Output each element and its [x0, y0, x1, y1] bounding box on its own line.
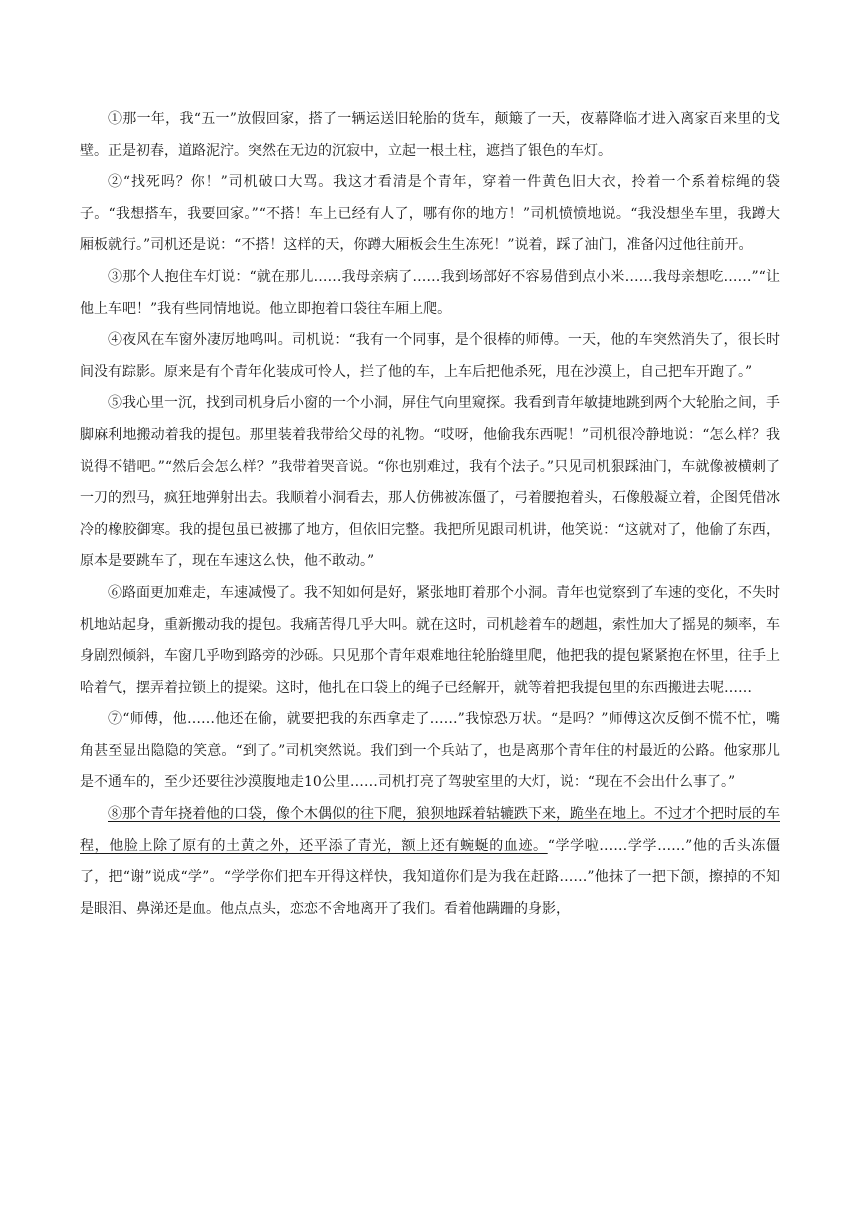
paragraph-4-text: ④夜风在车窗外凄厉地鸣叫。司机说：“我有一个同事，是个很棒的师傅。一天，他的车突然消失了，很长时间没有踪影。原来是有个青年化装成可怜人，拦了他的车，上车后把他杀死，甩在沙漠上，自己把车开跑了。” [80, 332, 780, 380]
paragraph-5 [80, 388, 780, 578]
paragraph-3 [80, 262, 780, 325]
paragraph-8-underlined-text: ⑧那个青年挠着他的口袋，像个木偶似的往下爬，狼狈地踩着轱辘跌下来，跪坐在地上。不过才个把时辰的车程，他脸上除了原有的土黄之外，还平添了青光，额上还有蜿蜒的血迹。 [80, 806, 780, 854]
paragraph-1 [80, 104, 780, 167]
paragraph-7 [80, 704, 780, 799]
paragraph-7-text: ⑦“师傅，他……他还在偷，就要把我的东西拿走了……”我惊恐万状。“是吗？”师傅这次反倒不慌不忙，嘴角甚至显出隐隐的笑意。“到了。”司机突然说。我们到一个兵站了，也是离那个青年住的村最近的公路。他家那儿是不通车的，至少还要往沙漠腹地走10公里……司机打亮了驾驶室里的大灯，说：“现在不会出什么事了。” [80, 711, 780, 791]
paragraph-1-text: ①那一年，我“五一”放假回家，搭了一辆运送旧轮胎的货车，颠簸了一天，夜幕降临才进入离家百来里的戈壁。正是初春，道路泥泞。突然在无边的沉寂中，立起一根土柱，遮挡了银色的车灯。 [80, 111, 780, 159]
paragraph-6-text: ⑥路面更加难走，车速减慢了。我不知如何是好，紧张地盯着那个小洞。青年也觉察到了车速的变化，不失时机地站起身，重新搬动我的提包。我痛苦得几乎大叫。就在这时，司机趁着车的趔趄，索性加大了摇晃的频率，车身剧烈倾斜，车窗几乎吻到路旁的沙砾。只见那个青年艰难地往轮胎缝里爬，他把我的提包紧紧抱在怀里，往手上哈着气，摆弄着拉锁上的提梁。这时，他扎在口袋上的绳子已经解开，就等着把我提包里的东西搬进去呢…… [80, 584, 780, 696]
paragraph-4 [80, 325, 780, 388]
article-body [80, 104, 780, 925]
paragraph-3-text: ③那个人抱住车灯说：“就在那儿……我母亲病了……我到场部好不容易借到点小米……我母亲想吃……”“让他上车吧！”我有些同情地说。他立即抱着口袋往车厢上爬。 [80, 268, 780, 317]
paragraph-2 [80, 167, 780, 262]
paragraph-6 [80, 578, 780, 704]
paragraph-5-text: ⑤我心里一沉，找到司机身后小窗的一个小洞，屏住气向里窥探。我看到青年敏捷地跳到两个大轮胎之间，手脚麻利地搬动着我的提包。那里装着我带给父母的礼物。“哎呀，他偷我东西呢！”司机很冷静地说：“怎么样？我说得不错吧。”“然后会怎么样？”我带着哭音说。“你也别难过，我有个法子。”只见司机狠踩油门，车就像被横刺了一刀的烈马，疯狂地弹射出去。我顺着小洞看去，那人仿佛被冻僵了，弓着腰抱着头，石像般凝立着，企图凭借冰冷的橡胶御寒。我的提包虽已被挪了地方，但依旧完整。我把所见跟司机讲，他笑说：“这就对了，他偷了东西，原本是要跳车了，现在车速这么快，他不敢动。” [80, 395, 780, 570]
paragraph-8 [80, 799, 780, 925]
paragraph-8-text: “学学啦……学学……”他的舌头冻僵了，把“谢”说成“学”。“学学你们把车开得这样快，我知道你们是为我在赶路……”他抹了一把下颌，擦掉的不知是眼泪、鼻涕还是血。他点点头，恋恋不舍地离开了我们。看着他蹒跚的身影， [80, 837, 780, 917]
paragraph-2-text: ②“找死吗？你！”司机破口大骂。我这才看清是个青年，穿着一件黄色旧大衣，拎着一个系着棕绳的袋子。“我想搭车，我要回家。”“不搭！车上已经有人了，哪有你的地方！”司机愤愤地说。“我没想坐车里，我蹲大厢板就行。”司机还是说：“不搭！这样的天，你蹲大厢板会生生冻死！”说着，踩了油门，准备闪过他往前开。 [80, 174, 780, 254]
